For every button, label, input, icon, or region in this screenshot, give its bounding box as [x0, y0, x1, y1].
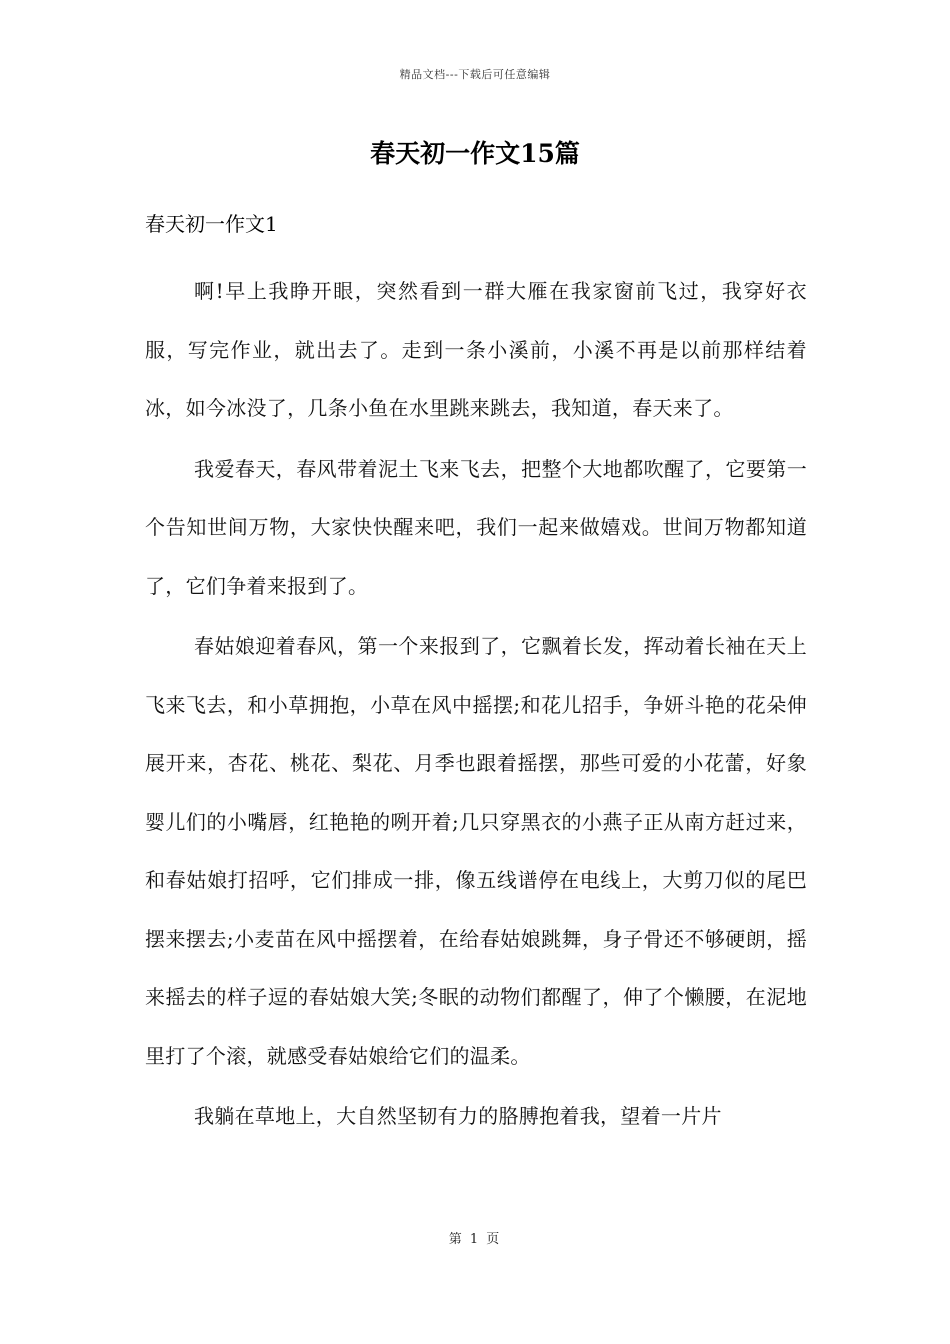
page-header-note: 精品文档---下载后可任意编辑 — [399, 68, 551, 81]
page-number: 第 1 页 — [448, 1232, 502, 1247]
paragraph-4: 我躺在草地上，大自然坚韧有力的胳膊抱着我，望着一片片 — [194, 1104, 722, 1128]
document-body — [145, 262, 807, 1148]
paragraph-3: 春姑娘迎着春风，第一个来报到了，它飘着长发，挥动着长袖在天上飞来飞去，和小草拥抱，小草在风中摇摆;和花儿招手，争妍斗艳的花朵伸展开来，杏花、桃花、梨花、月季也跟着摇摆，那些可爱的小花蕾，好象婴儿们的小嘴唇，红艳艳的咧开着;几只穿黑衣的小燕子正从南方赶过来，和春姑娘打招呼，它们排成一排，像五线谱停在电线上，大剪刀似的尾巴摆来摆去;小麦苗在风中摇摆着，在给春姑娘跳舞，身子骨还不够硬朗，摇来摇去的样子逗的春姑娘大笑;冬眠的动物们都醒了，伸了个懒腰，在泥地里打了个滚，就感受春姑娘给它们的温柔。 — [145, 634, 807, 1068]
paragraph-2: 我爱春天，春风带着泥土飞来飞去，把整个大地都吹醒了，它要第一个告知世间万物，大家快快醒来吧，我们一起来做嬉戏。世间万物都知道了，它们争着来报到了。 — [145, 456, 807, 598]
document-title: 春天初一作文15篇 — [370, 139, 580, 168]
section-title: 春天初一作文1 — [145, 212, 278, 236]
paragraph-1: 啊!早上我睁开眼，突然看到一群大雁在我家窗前飞过，我穿好衣服，写完作业，就出去了。走到一条小溪前，小溪不再是以前那样结着冰，如今冰没了，几条小鱼在水里跳来跳去，我知道，春天来了。 — [145, 279, 807, 420]
